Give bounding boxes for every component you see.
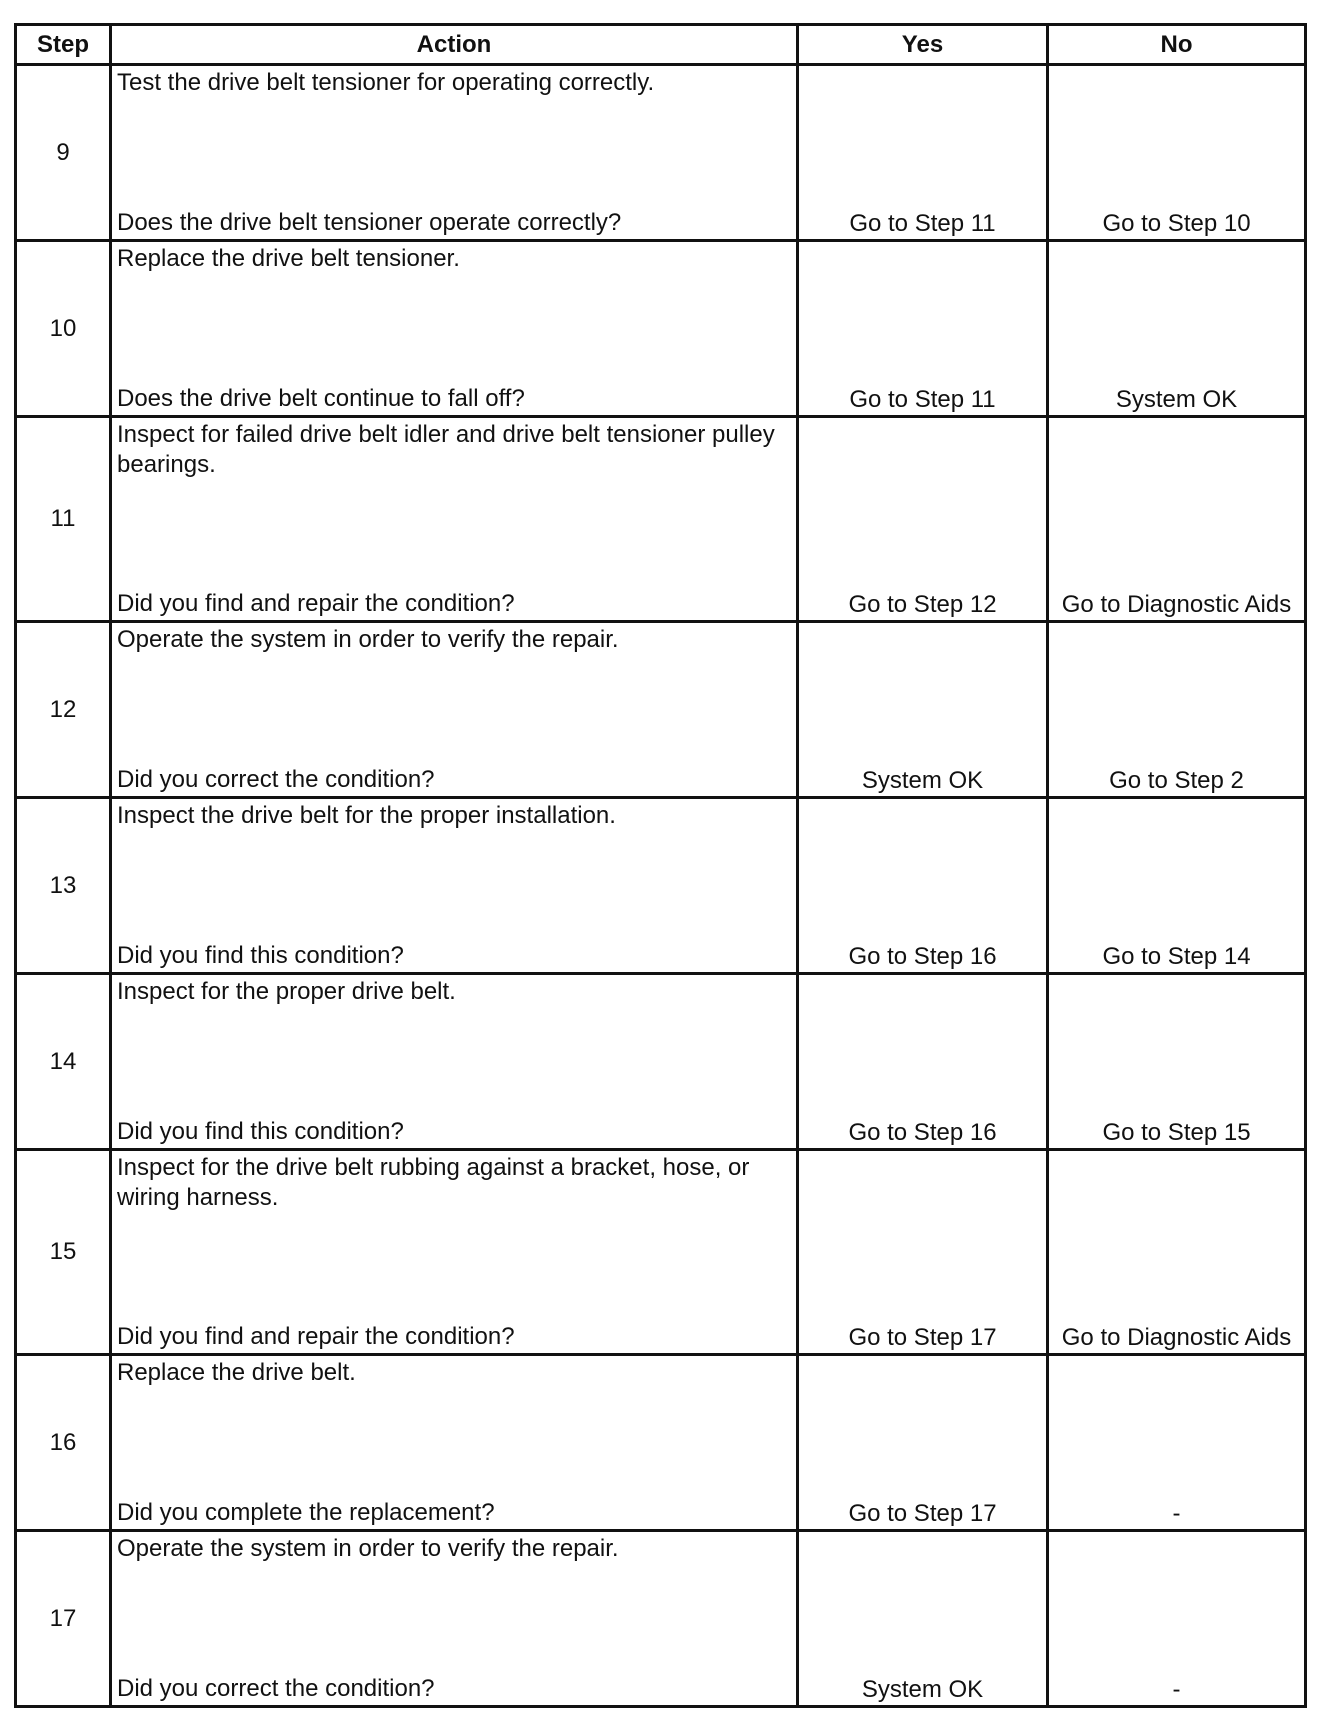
no-result: Go to Step 10 — [1048, 65, 1306, 241]
action-question: Did you correct the condition? — [117, 1675, 435, 1702]
yes-result: Go to Step 16 — [798, 974, 1048, 1150]
action-text: Inspect for failed drive belt idler and drive belt tensioner pulley bearings. — [117, 421, 775, 478]
diagnostic-table — [14, 23, 1307, 1708]
no-result: Go to Step 15 — [1048, 974, 1306, 1150]
table-row — [16, 1150, 1306, 1355]
no-result: Go to Step 2 — [1048, 622, 1306, 798]
header-action: Action — [111, 25, 798, 65]
action-text: Inspect for the drive belt rubbing against a bracket, hose, or wiring harness. — [117, 1154, 750, 1211]
no-result: - — [1048, 1355, 1306, 1531]
table-row — [16, 974, 1306, 1150]
no-result: - — [1048, 1531, 1306, 1707]
table-row — [16, 65, 1306, 241]
yes-result: Go to Step 17 — [798, 1150, 1048, 1355]
action-cell — [111, 1150, 798, 1355]
table-row — [16, 417, 1306, 622]
no-result: Go to Diagnostic Aids — [1048, 1150, 1306, 1355]
yes-result: Go to Step 16 — [798, 798, 1048, 974]
action-question: Did you complete the replacement? — [117, 1499, 495, 1526]
yes-result: Go to Step 12 — [798, 417, 1048, 622]
table-row — [16, 1531, 1306, 1707]
action-text: Inspect the drive belt for the proper installation. — [117, 802, 616, 829]
action-cell — [111, 622, 798, 798]
yes-result: System OK — [798, 622, 1048, 798]
action-question: Does the drive belt continue to fall off? — [117, 385, 525, 412]
action-cell — [111, 1355, 798, 1531]
action-question: Did you find and repair the condition? — [117, 1323, 515, 1350]
yes-result: Go to Step 11 — [798, 241, 1048, 417]
action-question: Does the drive belt tensioner operate correctly? — [117, 209, 622, 236]
step-number: 15 — [16, 1150, 111, 1355]
action-cell — [111, 974, 798, 1150]
action-cell — [111, 798, 798, 974]
step-number: 12 — [16, 622, 111, 798]
table-row — [16, 798, 1306, 974]
no-result: Go to Step 14 — [1048, 798, 1306, 974]
action-cell — [111, 241, 798, 417]
action-text: Inspect for the proper drive belt. — [117, 978, 456, 1005]
table-row — [16, 241, 1306, 417]
yes-result: Go to Step 17 — [798, 1355, 1048, 1531]
action-text: Replace the drive belt tensioner. — [117, 245, 460, 272]
step-number: 11 — [16, 417, 111, 622]
action-cell — [111, 65, 798, 241]
header-step: Step — [16, 25, 111, 65]
action-question: Did you find this condition? — [117, 1118, 404, 1145]
table-header-row — [16, 25, 1306, 65]
action-text: Operate the system in order to verify the repair. — [117, 1535, 619, 1562]
table-row — [16, 1355, 1306, 1531]
step-number: 9 — [16, 65, 111, 241]
step-number: 10 — [16, 241, 111, 417]
action-cell — [111, 417, 798, 622]
action-question: Did you correct the condition? — [117, 766, 435, 793]
yes-result: System OK — [798, 1531, 1048, 1707]
step-number: 16 — [16, 1355, 111, 1531]
no-result: Go to Diagnostic Aids — [1048, 417, 1306, 622]
step-number: 13 — [16, 798, 111, 974]
action-question: Did you find and repair the condition? — [117, 590, 515, 617]
table-row — [16, 622, 1306, 798]
header-no: No — [1048, 25, 1306, 65]
yes-result: Go to Step 11 — [798, 65, 1048, 241]
action-text: Replace the drive belt. — [117, 1359, 356, 1386]
no-result: System OK — [1048, 241, 1306, 417]
action-text: Operate the system in order to verify the repair. — [117, 626, 619, 653]
action-question: Did you find this condition? — [117, 942, 404, 969]
action-cell — [111, 1531, 798, 1707]
step-number: 14 — [16, 974, 111, 1150]
step-number: 17 — [16, 1531, 111, 1707]
action-text: Test the drive belt tensioner for operating correctly. — [117, 69, 655, 96]
header-yes: Yes — [798, 25, 1048, 65]
